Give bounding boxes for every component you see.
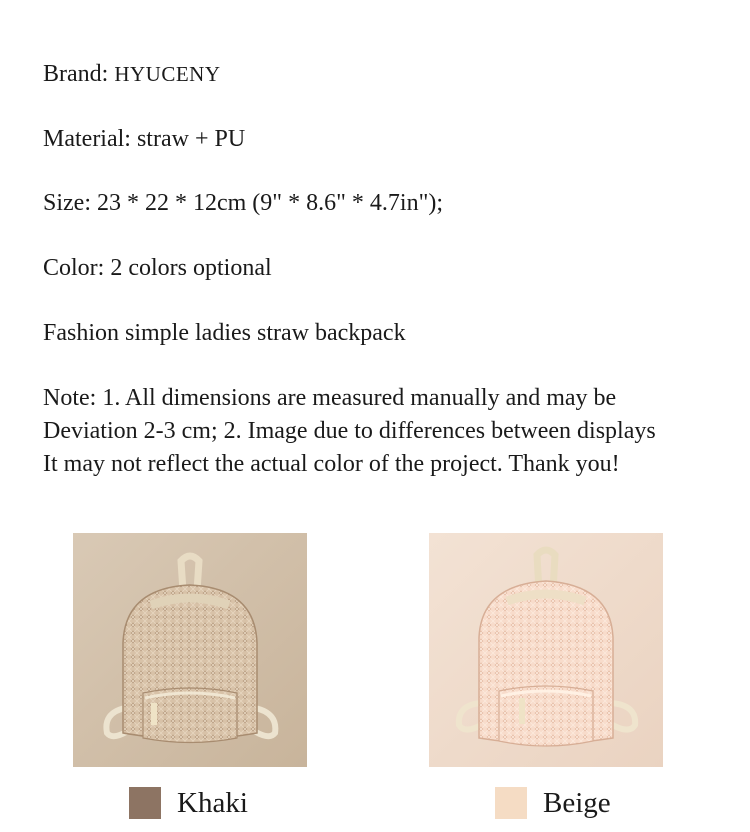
product-description: Fashion simple ladies straw backpack <box>43 320 406 346</box>
note-line: It may not reflect the actual color of the project. Thank you! <box>43 451 620 477</box>
material-spec: Material: straw + PU <box>43 126 246 152</box>
note-line: Note: 1. All dimensions are measured manually and may be <box>43 385 617 411</box>
product-photo-beige <box>429 533 663 767</box>
variant-khaki[interactable] <box>129 786 248 820</box>
variant-label: Khaki <box>177 786 248 819</box>
note-block <box>43 382 656 481</box>
khaki-swatch <box>129 787 161 819</box>
product-photo-khaki <box>73 533 307 767</box>
variant-label: Beige <box>543 786 611 819</box>
brand-label: Brand: <box>43 61 109 87</box>
variant-beige[interactable] <box>495 786 611 820</box>
brand-value: HYUCENY <box>114 62 221 86</box>
beige-swatch <box>495 787 527 819</box>
color-spec: Color: 2 colors optional <box>43 255 272 281</box>
size-spec: Size: 23 * 22 * 12cm (9" * 8.6" * 4.7in"); <box>43 190 444 216</box>
note-line: Deviation 2-3 cm; 2. Image due to differences between displays <box>43 418 656 444</box>
brand-spec <box>43 58 221 91</box>
